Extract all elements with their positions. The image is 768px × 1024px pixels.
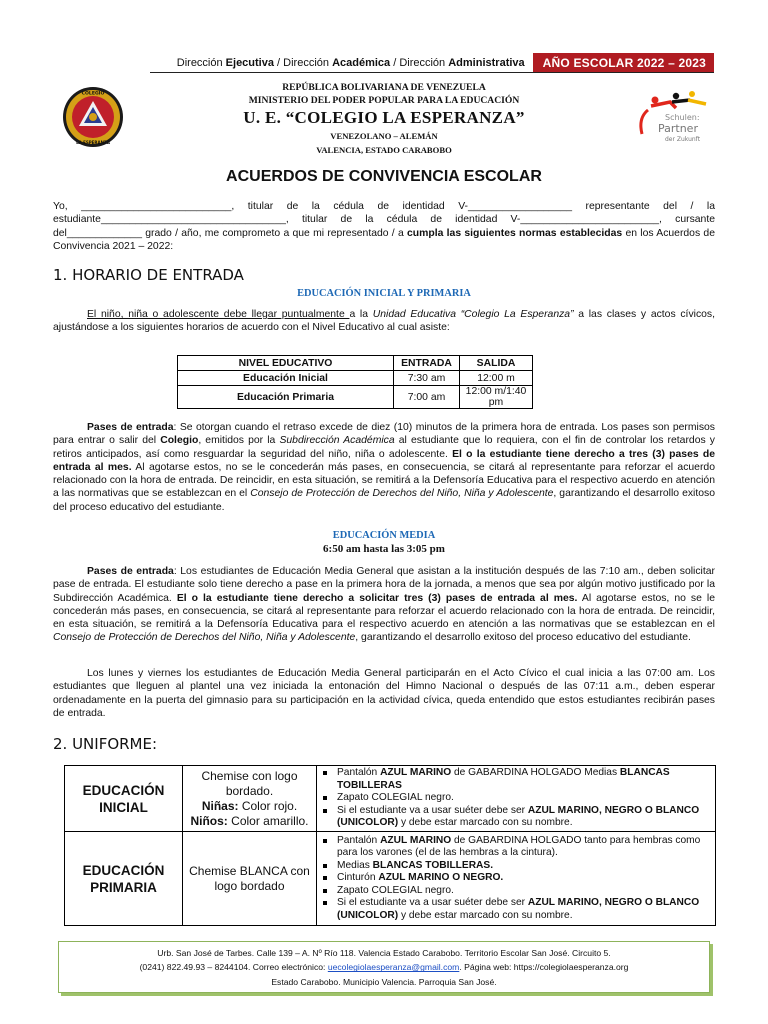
items-primaria (317, 832, 716, 926)
school-city: VALENCIA, ESTADO CARABOBO (316, 145, 452, 155)
header-bar (150, 54, 714, 73)
item-bold: AZUL MARINO, NEGRO O BLANCO (UNICOLOR) (337, 897, 700, 921)
para-bold: El o la estudiante tiene derecho a tres (3) pases de entrada al mes. (53, 448, 716, 473)
item-bold: AZUL MARINO, NEGRO O BLANCO (UNICOLOR) (337, 804, 700, 829)
table-row (65, 832, 716, 926)
footer-text: (0241) 822.49.93 – 8244104. Correo electrónico: (139, 962, 328, 973)
table-header: NIVEL EDUCATIVO (178, 356, 394, 371)
item-bold: AZUL MARINO (380, 767, 452, 779)
level-inicial: EDUCACIÓN INICIAL (65, 766, 183, 832)
label-text: Color rojo. (238, 798, 298, 813)
document-title: ACUERDOS DE CONVIVENCIA ESCOLAR (226, 168, 542, 185)
item-text: Medias (337, 859, 373, 871)
list-item (319, 860, 711, 873)
footer-location: Estado Carabobo. Municipio Valencia. Parroquia San José. (271, 976, 497, 987)
intro-paragraph (53, 200, 715, 253)
pases-media-paragraph (53, 565, 715, 645)
dir-academica: Académica (332, 57, 391, 69)
intro-bold: cumpla las siguientes normas establecidas (407, 227, 623, 239)
list-item (319, 872, 711, 885)
para-bold: El o la estudiante tiene derecho a solicitar tres (3) pases de entrada al mes. (176, 592, 578, 604)
intro-text-end: en los Acuerdos de Convivencia 2021 – 2022: (53, 227, 715, 252)
intro-text: Yo, __________________________, titular de la cédula de identidad V-__________________ representante del / la estudiante________________________________, titular de la cédula de identidad V-________________________, cursante del_____________ grado / año, me comprometo a que mi representado / a (53, 201, 715, 239)
para-text: , garantizando el desarrollo exitoso del proceso educativo del estudiante. (355, 632, 691, 644)
footer-box (58, 941, 710, 993)
dir-administrativa: Administrativa (448, 57, 525, 69)
partner-line3: der Zukunft (665, 136, 701, 143)
dir-text: / Dirección (390, 57, 449, 69)
para-text: a las clases y actos cívicos, ajustándose a los siguientes horarios de acuerdo con el Nivel Educativo al cual asiste: (53, 309, 716, 334)
item-text: y debe estar marcado con su nombre. (398, 817, 573, 829)
para-italic: Subdirección Académica (279, 435, 395, 447)
section-heading-uniforme: 2. UNIFORME: (53, 735, 158, 753)
subheading-inicial-primaria: EDUCACIÓN INICIAL Y PRIMARIA (297, 288, 471, 299)
list-item: Zapato COLEGIAL negro. (319, 792, 711, 805)
item-text: Si el estudiante va a usar suéter debe ser (337, 804, 528, 816)
directions-line (177, 57, 525, 72)
item-text: y debe estar marcado con su nombre. (398, 909, 573, 921)
table-header: ENTRADA (394, 356, 460, 371)
item-text: Pantalón (337, 834, 381, 846)
list-item: Zapato COLEGIAL negro. (319, 885, 711, 898)
shirt-ninos (185, 814, 314, 829)
para-italic: Consejo de Protección de Derechos del Niño, Niña y Adolescente (53, 632, 356, 644)
para-bold: Colegio (160, 435, 199, 447)
item-text: de GABARDINA HOLGADO tanto para hembras como para los varones (el de las hembras a la cintura). (337, 834, 701, 859)
para-text: , emitidos por la (198, 435, 280, 447)
school-italic: Unidad Educativa “Colegio La Esperanza” (372, 309, 574, 320)
media-schedule: 6:50 am hasta las 3:05 pm (323, 543, 445, 555)
list-item (319, 835, 711, 860)
shirt-inicial (183, 766, 317, 832)
para-text: Al agotarse estos, no se le concederán más pases, en consecuencia, se citará al representante para reforzar el acuerdo relacionado con la hora de entrada. De reincidir, en esta situación, se remitirá a la Defensoría Educativa para el respectivo acuerdo en atención a las normativas que se establezcan en el (53, 461, 715, 500)
table-row (178, 371, 533, 386)
item-text: Pantalón (337, 767, 381, 779)
partner-line1: Schulen: (665, 113, 700, 122)
partner-line2: Partner (658, 122, 698, 135)
label-bold: Niñas: (201, 798, 239, 813)
para-text: , garantizando el desarrollo exitoso del proceso educativo del estudiante. (53, 488, 715, 513)
item-bold: AZUL MARINO (380, 834, 452, 846)
para-text: : Los estudiantes de Educación Media General que asistan a la institución después de las 7:10 am., deben solicitar pase de entrada. El estudiante solo tiene derecho a pase en la primera hora de la jornada, a menos que sea por algún motivo justificado por la Subdirección Académica. (53, 566, 715, 604)
para-italic: Consejo de Protección de Derechos del Niño, Niña y Adolescente (250, 488, 554, 500)
item-text: de GABARDINA HOLGADO Medias (451, 767, 620, 779)
para-text: al estudiante que lo requiera, con el fin de controlar los retardos y retiros anticipados, así como resguardar la seguridad del niño, niña o adolescente. (53, 435, 715, 460)
footer-text: . Página web: https://colegiolaesperanza.org (459, 962, 629, 973)
table-cell: Educación Inicial (178, 371, 394, 386)
item-text: Cinturón (337, 872, 379, 884)
section-heading-horario: 1. HORARIO DE ENTRADA (53, 266, 244, 284)
pases-label: Pases de entrada (87, 566, 174, 577)
dir-text: / Dirección (273, 57, 333, 69)
table-cell: 7:30 am (394, 371, 460, 386)
table-header-row (178, 356, 533, 371)
para-text: Al agotarse estos, no se le concederán más pases, en consecuencia, se citará al representante para reforzar el acuerdo relacionado con la hora de entrada. De reincidir, en esta situación, se remitirá a la Defensoría Educativa para el respectivo acuerdo en atención a las normativas que se establezcan en el (53, 592, 715, 631)
svg-text:COLEGIO: COLEGIO (81, 91, 105, 97)
items-inicial (317, 766, 716, 832)
email-link[interactable]: uecolegiolaesperanza@gmail.com (327, 962, 460, 973)
list-item (319, 897, 711, 922)
republic-line: REPÚBLICA BOLIVARIANA DE VENEZUELA (282, 82, 486, 93)
table-cell: 7:00 am (394, 386, 460, 409)
level-primaria: EDUCACIÓN PRIMARIA (65, 832, 183, 926)
table-header: SALIDA (460, 356, 533, 371)
school-type: VENEZOLANO – ALEMÁN (330, 131, 438, 141)
acto-civico-paragraph: Los lunes y viernes los estudiantes de Educación Media General participarán en el Acto Cívico el cual inicia a las 07:00 am. Los estudiantes que lleguen al plantel una vez iniciada la entonación del Himno Nacional o después de las 07:11 a.m., deben esperar ordenadamente en la puerta del gimnasio para su participación en la actividad cívica, queda entendido que estos estudiantes recibirán pases de entrada. (53, 668, 715, 719)
puntualidad-underline: El niño, niña o adolescente debe llegar puntualmente (87, 309, 350, 320)
list-item (319, 805, 711, 830)
shirt-primaria: Chemise BLANCA con logo bordado (183, 832, 317, 926)
horario-paragraph (53, 308, 715, 335)
list-item (319, 767, 711, 792)
table-cell: 12:00 m (460, 371, 533, 386)
pases-inicial-paragraph (53, 421, 715, 514)
table-row (65, 766, 716, 832)
footer-contact (59, 960, 709, 974)
dir-text: Dirección (176, 57, 226, 69)
footer-address: Urb. San José de Tarbes. Calle 139 – A. Nº Río 118. Valencia Estado Carabobo. Territorio Escolar San José. Circuito 5. (157, 948, 611, 958)
label-bold: Niños: (190, 813, 228, 828)
item-bold: BLANCAS TOBILLERAS. (372, 859, 494, 871)
table-cell: 12:00 m/1:40 pm (460, 386, 533, 409)
para-text: : Se otorgan cuando el retraso excede de diez (10) minutos de la primera hora de entrada. Los pases son permisos para entrar o salir del (53, 422, 715, 447)
shirt-ninas (185, 799, 314, 814)
para-text: a la (349, 309, 373, 320)
uniform-table (64, 765, 716, 926)
pases-label: Pases de entrada (87, 422, 174, 433)
svg-text:LA ESPERANZA: LA ESPERANZA (76, 140, 110, 145)
ministry-line: MINISTERIO DEL PODER POPULAR PARA LA EDUCACIÓN (248, 95, 520, 106)
school-name: U. E. “COLEGIO LA ESPERANZA” (243, 108, 525, 127)
table-cell: Educación Primaria (178, 386, 394, 409)
shirt-text: Chemise con logo bordado. (201, 768, 298, 798)
label-text: Color amarillo. (227, 813, 309, 828)
item-text: Si el estudiante va a usar suéter debe ser (337, 897, 528, 909)
subheading-media: EDUCACIÓN MEDIA (332, 530, 436, 541)
item-bold: AZUL MARINO O NEGRO. (378, 872, 504, 884)
table-row (178, 386, 533, 409)
item-bold: BLANCAS TOBILLERAS (337, 767, 670, 791)
schedule-table (177, 355, 533, 409)
school-year-badge: AÑO ESCOLAR 2022 – 2023 (533, 53, 714, 72)
dir-ejecutiva: Ejecutiva (225, 57, 274, 69)
